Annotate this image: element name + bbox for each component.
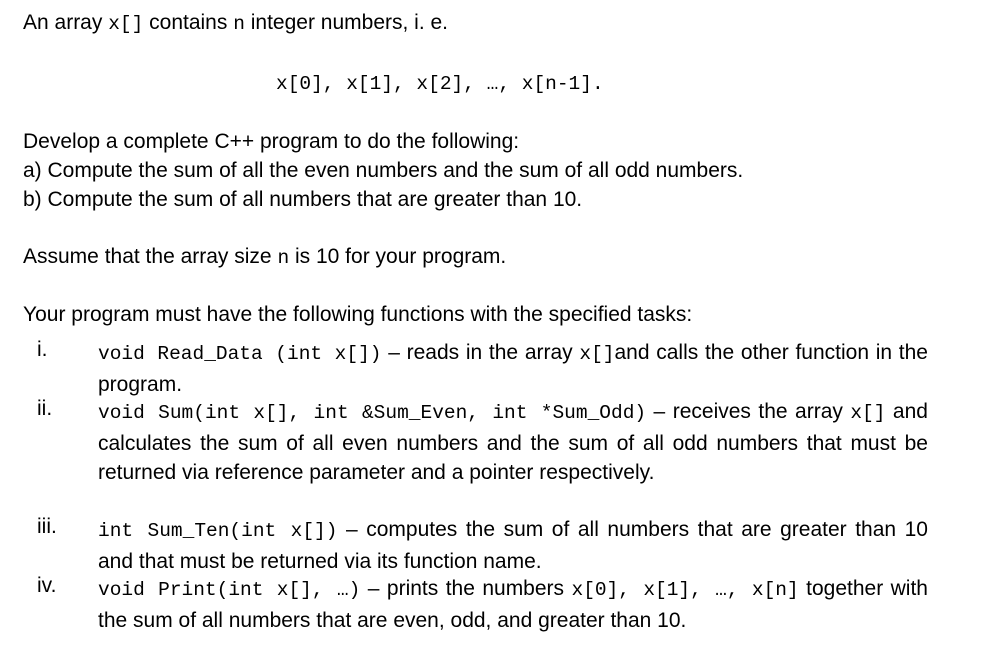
functions-header: Your program must have the following functions with the specified tasks: (23, 303, 693, 326)
item-body (98, 397, 928, 488)
function-signature: void Print(int x[], …) (98, 579, 361, 601)
function-signature: void Read_Data (int x[]) (98, 343, 382, 365)
item-description-cont: together with the sum of all numbers that are even, odd, and greater than 10. (98, 577, 928, 632)
item-description: reads in the array (406, 341, 580, 364)
task-b: b) Compute the sum of all numbers that are greater than 10. (23, 188, 583, 211)
array-variable: x[] (579, 343, 615, 365)
intro-text-after: integer numbers, i. e. (244, 11, 449, 34)
item-description: receives the array (672, 400, 851, 423)
item-number: ii. (37, 397, 53, 420)
array-variable: x[] (850, 402, 886, 424)
item-dash: – (646, 400, 673, 423)
item-dash: – (360, 577, 387, 600)
task-a: a) Compute the sum of all the even numbers and the sum of all odd numbers. (23, 159, 744, 182)
assume-line (23, 242, 506, 273)
array-elements-line: x[0], x[1], x[2], …, x[n-1]. (276, 73, 604, 95)
item-number: i. (37, 338, 48, 361)
develop-line: Develop a complete C++ program to do the following: (23, 130, 520, 153)
item-description-cont: and calls the other function in the program. (98, 341, 928, 396)
item-body (98, 574, 928, 635)
intro-text-before: An array (23, 11, 109, 34)
intro-line (23, 8, 448, 39)
function-signature: int Sum_Ten(int x[]) (98, 520, 338, 542)
assume-text-before: Assume that the array size (23, 245, 278, 268)
intro-text-mid: contains (143, 11, 234, 34)
function-signature: void Sum(int x[], int &Sum_Even, int *Sum_Odd) (98, 402, 647, 424)
item-body (98, 515, 928, 576)
array-elements: x[0], x[1], …, x[n] (571, 579, 799, 601)
item-description: computes the sum of all numbers that are greater than 10 and that must be returned via its function name. (98, 518, 928, 573)
item-description-cont: and calculates the sum of all even numbers and the sum of all odd numbers that must be returned via reference parameter and a pointer respectively. (98, 400, 928, 484)
item-number: iii. (37, 515, 57, 538)
n-variable: n (233, 13, 245, 35)
item-description: prints the numbers (386, 577, 572, 600)
item-dash: – (381, 341, 407, 364)
assume-text-after: is 10 for your program. (289, 245, 507, 268)
n-variable: n (277, 247, 290, 269)
item-number: iv. (37, 574, 57, 597)
item-body (98, 338, 928, 399)
item-dash: – (337, 518, 367, 541)
array-variable: x[] (108, 13, 144, 35)
